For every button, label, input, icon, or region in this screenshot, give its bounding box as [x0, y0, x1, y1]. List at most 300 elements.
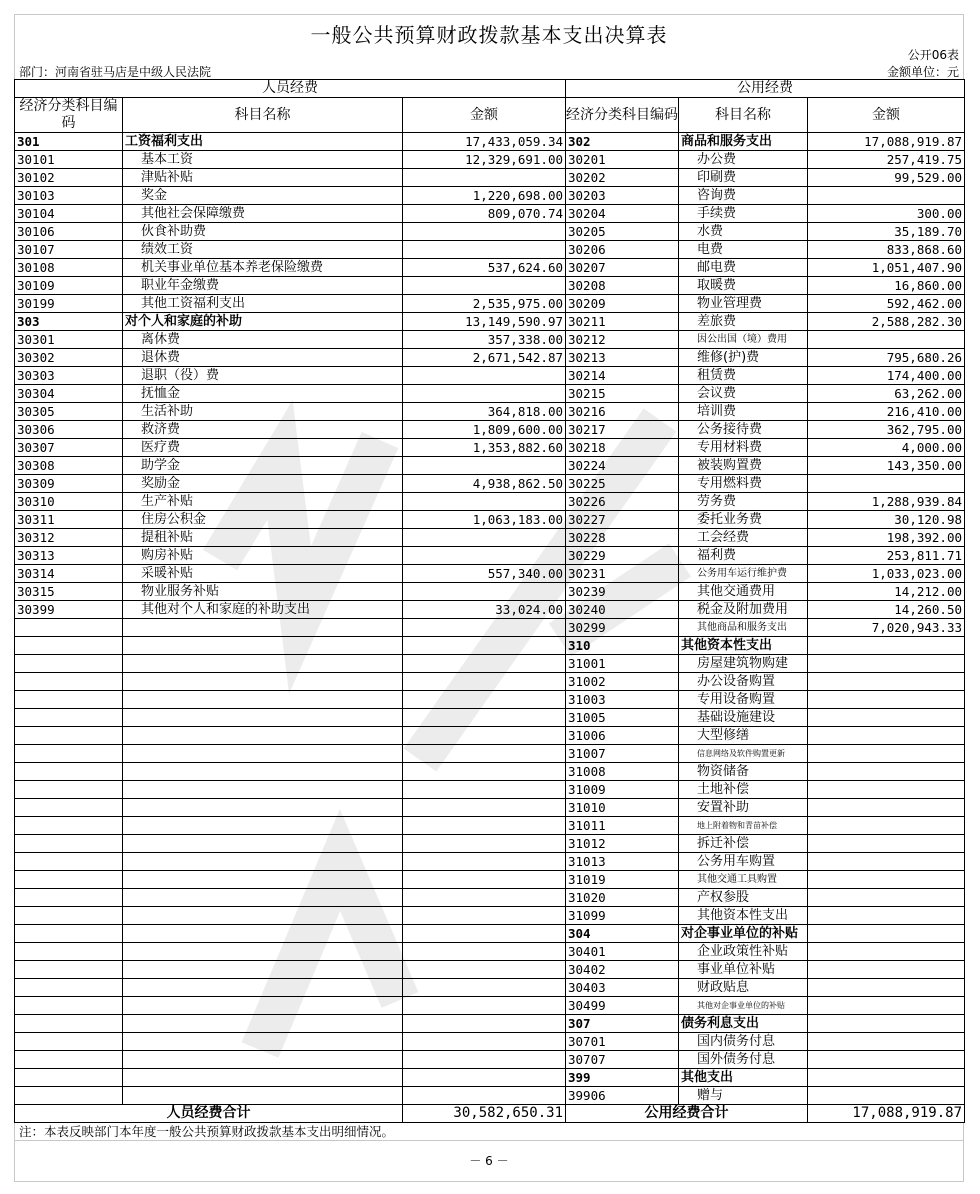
table-row	[15, 1087, 965, 1105]
empty-cell	[403, 979, 566, 997]
public-amount-cell	[808, 817, 965, 835]
personnel-code-cell: 30305	[15, 403, 123, 421]
public-code-cell: 30217	[566, 421, 679, 439]
empty-cell	[123, 835, 403, 853]
empty-cell	[15, 997, 123, 1015]
public-code-cell: 30216	[566, 403, 679, 421]
personnel-amount-cell: 1,063,183.00	[403, 511, 566, 529]
table-row	[15, 727, 965, 745]
empty-cell	[15, 727, 123, 745]
empty-cell	[123, 817, 403, 835]
public-total-amount: 17,088,919.87	[808, 1105, 965, 1123]
personnel-amount-cell	[403, 277, 566, 295]
public-amount-cell	[808, 331, 965, 349]
empty-cell	[123, 979, 403, 997]
table-row	[15, 133, 965, 151]
personnel-code-cell: 301	[15, 133, 123, 151]
empty-cell	[15, 853, 123, 871]
public-amount-cell	[808, 1015, 965, 1033]
public-amount-cell	[808, 745, 965, 763]
empty-cell	[15, 745, 123, 763]
public-amount-cell	[808, 781, 965, 799]
table-row	[15, 745, 965, 763]
public-amount-cell	[808, 709, 965, 727]
table-row	[15, 493, 965, 511]
public-amount-cell	[808, 187, 965, 205]
table-row	[15, 961, 965, 979]
personnel-code-cell: 30107	[15, 241, 123, 259]
personnel-amount-cell: 17,433,059.34	[403, 133, 566, 151]
empty-cell	[403, 835, 566, 853]
public-code-cell: 30203	[566, 187, 679, 205]
public-name-cell: 其他支出	[679, 1069, 808, 1087]
table-row	[15, 1051, 965, 1069]
public-code-cell: 31006	[566, 727, 679, 745]
public-code-cell: 31010	[566, 799, 679, 817]
personnel-amount-cell: 33,024.00	[403, 601, 566, 619]
personnel-amount-cell	[403, 493, 566, 511]
empty-cell	[403, 925, 566, 943]
personnel-amount-cell: 364,818.00	[403, 403, 566, 421]
empty-cell	[403, 781, 566, 799]
public-amount-cell	[808, 691, 965, 709]
public-code-cell: 30204	[566, 205, 679, 223]
public-code-cell: 30499	[566, 997, 679, 1015]
personnel-code-cell: 30314	[15, 565, 123, 583]
public-code-cell: 30208	[566, 277, 679, 295]
personnel-code-cell: 30309	[15, 475, 123, 493]
page-number: － 6 －	[469, 1154, 509, 1168]
personnel-name-cell: 住房公积金	[123, 511, 403, 529]
personnel-amount-cell	[403, 583, 566, 601]
table-row	[15, 169, 965, 187]
public-name-cell: 专用设备购置	[679, 691, 808, 709]
public-name-cell: 专用燃料费	[679, 475, 808, 493]
personnel-name-cell: 机关事业单位基本养老保险缴费	[123, 259, 403, 277]
empty-cell	[15, 961, 123, 979]
public-amount-cell	[808, 889, 965, 907]
public-amount-cell	[808, 907, 965, 925]
page-title: 一般公共预算财政拨款基本支出决算表	[310, 23, 668, 47]
public-amount-cell	[808, 763, 965, 781]
public-amount-cell: 2,588,282.30	[808, 313, 965, 331]
empty-cell	[403, 763, 566, 781]
personnel-name-cell: 工资福利支出	[123, 133, 403, 151]
empty-cell	[403, 889, 566, 907]
public-amount-cell: 143,350.00	[808, 457, 965, 475]
public-amount-cell: 99,529.00	[808, 169, 965, 187]
empty-cell	[123, 781, 403, 799]
empty-cell	[403, 961, 566, 979]
department-row	[14, 62, 964, 79]
section-personnel-header: 人员经费	[15, 80, 566, 98]
public-code-cell: 30227	[566, 511, 679, 529]
empty-cell	[403, 799, 566, 817]
public-name-cell: 因公出国（境）费用	[679, 331, 808, 349]
personnel-name-cell: 其他社会保障缴费	[123, 205, 403, 223]
table-row	[15, 637, 965, 655]
personnel-name-cell: 救济费	[123, 421, 403, 439]
personnel-amount-cell	[403, 241, 566, 259]
public-code-cell: 30213	[566, 349, 679, 367]
empty-cell	[15, 619, 123, 637]
public-amount-cell: 216,410.00	[808, 403, 965, 421]
empty-cell	[403, 673, 566, 691]
empty-cell	[15, 781, 123, 799]
public-code-cell: 30701	[566, 1033, 679, 1051]
empty-cell	[403, 817, 566, 835]
public-name-cell: 其他对企事业单位的补贴	[679, 997, 808, 1015]
empty-cell	[15, 835, 123, 853]
public-name-cell: 委托业务费	[679, 511, 808, 529]
personnel-name-cell: 奖金	[123, 187, 403, 205]
public-name-cell: 培训费	[679, 403, 808, 421]
personnel-name-cell: 对个人和家庭的补助	[123, 313, 403, 331]
empty-cell	[15, 1015, 123, 1033]
public-code-cell: 30209	[566, 295, 679, 313]
personnel-amount-cell	[403, 223, 566, 241]
col-header-code: 经济分类科目编码	[15, 98, 123, 133]
empty-cell	[403, 1033, 566, 1051]
personnel-code-cell: 30101	[15, 151, 123, 169]
public-name-cell: 手续费	[679, 205, 808, 223]
table-row	[15, 529, 965, 547]
table-row	[15, 799, 965, 817]
public-name-cell: 安置补助	[679, 799, 808, 817]
public-code-cell: 30226	[566, 493, 679, 511]
public-amount-cell	[808, 997, 965, 1015]
public-code-cell: 30205	[566, 223, 679, 241]
empty-cell	[123, 925, 403, 943]
personnel-name-cell: 奖励金	[123, 475, 403, 493]
public-amount-cell	[808, 925, 965, 943]
personnel-name-cell: 医疗费	[123, 439, 403, 457]
personnel-amount-cell	[403, 385, 566, 403]
public-name-cell: 其他资本性支出	[679, 907, 808, 925]
personnel-name-cell: 职业年金缴费	[123, 277, 403, 295]
personnel-amount-cell: 537,624.60	[403, 259, 566, 277]
public-name-cell: 基础设施建设	[679, 709, 808, 727]
personnel-amount-cell: 13,149,590.97	[403, 313, 566, 331]
empty-cell	[15, 907, 123, 925]
table-row	[15, 871, 965, 889]
public-amount-cell: 1,051,407.90	[808, 259, 965, 277]
public-code-cell: 31002	[566, 673, 679, 691]
public-name-cell: 会议费	[679, 385, 808, 403]
empty-cell	[15, 817, 123, 835]
personnel-amount-cell	[403, 529, 566, 547]
personnel-code-cell: 30308	[15, 457, 123, 475]
empty-cell	[123, 961, 403, 979]
public-amount-cell	[808, 727, 965, 745]
table-row	[15, 565, 965, 583]
empty-cell	[123, 763, 403, 781]
table-row	[15, 673, 965, 691]
title-row	[14, 14, 964, 45]
public-name-cell: 办公设备购置	[679, 673, 808, 691]
table-row	[15, 403, 965, 421]
public-code-cell: 30207	[566, 259, 679, 277]
empty-cell	[15, 889, 123, 907]
public-name-cell: 国内债务付息	[679, 1033, 808, 1051]
public-name-cell: 对企事业单位的补贴	[679, 925, 808, 943]
table-row	[15, 583, 965, 601]
personnel-code-cell: 30103	[15, 187, 123, 205]
personnel-amount-cell	[403, 457, 566, 475]
public-code-cell: 30215	[566, 385, 679, 403]
table-row	[15, 691, 965, 709]
public-name-cell: 公务接待费	[679, 421, 808, 439]
table-row	[15, 205, 965, 223]
personnel-name-cell: 离休费	[123, 331, 403, 349]
public-code-cell: 30240	[566, 601, 679, 619]
public-amount-cell	[808, 475, 965, 493]
personnel-code-cell: 30104	[15, 205, 123, 223]
public-code-cell: 310	[566, 637, 679, 655]
public-code-cell: 30201	[566, 151, 679, 169]
public-code-cell: 30402	[566, 961, 679, 979]
public-name-cell: 福利费	[679, 547, 808, 565]
public-amount-cell: 833,868.60	[808, 241, 965, 259]
public-name-cell: 公务用车运行维护费	[679, 565, 808, 583]
empty-cell	[123, 871, 403, 889]
public-code-cell: 30401	[566, 943, 679, 961]
public-amount-cell	[808, 835, 965, 853]
empty-cell	[403, 619, 566, 637]
table-row	[15, 781, 965, 799]
public-amount-cell: 795,680.26	[808, 349, 965, 367]
personnel-name-cell: 退职（役）费	[123, 367, 403, 385]
table-row	[15, 763, 965, 781]
personnel-name-cell: 提租补贴	[123, 529, 403, 547]
public-code-cell: 304	[566, 925, 679, 943]
empty-cell	[403, 1087, 566, 1105]
public-amount-cell	[808, 637, 965, 655]
empty-cell	[403, 1069, 566, 1087]
public-code-cell: 30224	[566, 457, 679, 475]
empty-cell	[123, 889, 403, 907]
empty-cell	[403, 943, 566, 961]
personnel-amount-cell	[403, 169, 566, 187]
empty-cell	[403, 853, 566, 871]
table-row	[15, 457, 965, 475]
public-amount-cell	[808, 853, 965, 871]
empty-cell	[403, 727, 566, 745]
public-name-cell: 劳务费	[679, 493, 808, 511]
personnel-code-cell: 30102	[15, 169, 123, 187]
personnel-name-cell: 购房补贴	[123, 547, 403, 565]
public-amount-cell	[808, 1069, 965, 1087]
public-code-cell: 39906	[566, 1087, 679, 1105]
personnel-name-cell: 津贴补贴	[123, 169, 403, 187]
table-row	[15, 385, 965, 403]
empty-cell	[123, 1069, 403, 1087]
public-code-cell: 30202	[566, 169, 679, 187]
personnel-total-label: 人员经费合计	[15, 1105, 403, 1123]
public-name-cell: 差旅费	[679, 313, 808, 331]
personnel-code-cell: 303	[15, 313, 123, 331]
table-row	[15, 511, 965, 529]
public-code-cell: 30239	[566, 583, 679, 601]
empty-cell	[123, 745, 403, 763]
table-row	[15, 853, 965, 871]
personnel-name-cell: 伙食补助费	[123, 223, 403, 241]
public-name-cell: 办公费	[679, 151, 808, 169]
public-name-cell: 工会经费	[679, 529, 808, 547]
public-name-cell: 咨询费	[679, 187, 808, 205]
table-row	[15, 223, 965, 241]
public-name-cell: 物业管理费	[679, 295, 808, 313]
budget-sheet	[14, 14, 964, 1182]
public-code-cell: 31005	[566, 709, 679, 727]
public-code-cell: 31013	[566, 853, 679, 871]
public-code-cell: 31012	[566, 835, 679, 853]
public-code-cell: 31001	[566, 655, 679, 673]
public-amount-cell	[808, 943, 965, 961]
public-name-cell: 其他交通费用	[679, 583, 808, 601]
public-name-cell: 财政贴息	[679, 979, 808, 997]
empty-cell	[15, 1087, 123, 1105]
public-total-label: 公用经费合计	[566, 1105, 808, 1123]
table-row	[15, 943, 965, 961]
col-header-name: 科目名称	[679, 98, 808, 133]
public-amount-cell: 198,392.00	[808, 529, 965, 547]
personnel-name-cell: 绩效工资	[123, 241, 403, 259]
table-row	[15, 277, 965, 295]
public-name-cell: 商品和服务支出	[679, 133, 808, 151]
empty-cell	[123, 655, 403, 673]
col-header-name: 科目名称	[123, 98, 403, 133]
empty-cell	[403, 1051, 566, 1069]
personnel-code-cell: 30312	[15, 529, 123, 547]
personnel-total-amount: 30,582,650.31	[403, 1105, 566, 1123]
public-name-cell: 维修(护)费	[679, 349, 808, 367]
table-row	[15, 475, 965, 493]
public-amount-cell	[808, 961, 965, 979]
personnel-amount-cell: 4,938,862.50	[403, 475, 566, 493]
empty-cell	[123, 853, 403, 871]
personnel-name-cell: 助学金	[123, 457, 403, 475]
col-header-amount: 金额	[403, 98, 566, 133]
empty-cell	[403, 871, 566, 889]
empty-cell	[403, 709, 566, 727]
empty-cell	[15, 925, 123, 943]
public-name-cell: 邮电费	[679, 259, 808, 277]
col-header-code: 经济分类科目编码	[566, 98, 679, 133]
public-amount-cell: 300.00	[808, 205, 965, 223]
public-amount-cell: 7,020,943.33	[808, 619, 965, 637]
public-code-cell: 30228	[566, 529, 679, 547]
public-code-cell: 30707	[566, 1051, 679, 1069]
empty-cell	[15, 799, 123, 817]
public-code-cell: 31008	[566, 763, 679, 781]
public-code-cell: 30218	[566, 439, 679, 457]
public-amount-cell	[808, 1033, 965, 1051]
table-row	[15, 889, 965, 907]
public-code-cell: 30214	[566, 367, 679, 385]
empty-cell	[15, 655, 123, 673]
personnel-code-cell: 30108	[15, 259, 123, 277]
public-amount-cell: 174,400.00	[808, 367, 965, 385]
empty-cell	[403, 637, 566, 655]
public-name-cell: 物资储备	[679, 763, 808, 781]
empty-cell	[403, 655, 566, 673]
empty-cell	[123, 799, 403, 817]
empty-cell	[403, 907, 566, 925]
table-row	[15, 817, 965, 835]
public-amount-cell	[808, 979, 965, 997]
public-name-cell: 企业政策性补贴	[679, 943, 808, 961]
public-amount-cell: 63,262.00	[808, 385, 965, 403]
personnel-amount-cell	[403, 547, 566, 565]
empty-cell	[123, 709, 403, 727]
public-amount-cell: 30,120.98	[808, 511, 965, 529]
personnel-name-cell: 物业服务补贴	[123, 583, 403, 601]
public-code-cell: 30299	[566, 619, 679, 637]
public-name-cell: 水费	[679, 223, 808, 241]
personnel-name-cell: 生活补助	[123, 403, 403, 421]
empty-cell	[15, 979, 123, 997]
public-name-cell: 土地补偿	[679, 781, 808, 799]
table-row	[15, 907, 965, 925]
empty-cell	[123, 1015, 403, 1033]
personnel-amount-cell: 1,353,882.60	[403, 439, 566, 457]
note: 注：本表反映部门本年度一般公共预算财政拨款基本支出明细情况。	[14, 1123, 964, 1140]
public-name-cell: 房屋建筑物购建	[679, 655, 808, 673]
table-row	[15, 601, 965, 619]
personnel-code-cell: 30302	[15, 349, 123, 367]
table-row	[15, 421, 965, 439]
public-code-cell: 307	[566, 1015, 679, 1033]
table-row	[15, 241, 965, 259]
public-code-cell: 30212	[566, 331, 679, 349]
public-amount-cell	[808, 1051, 965, 1069]
table-row	[15, 547, 965, 565]
table-row	[15, 979, 965, 997]
table-row	[15, 1069, 965, 1087]
public-amount-cell: 4,000.00	[808, 439, 965, 457]
personnel-code-cell: 30315	[15, 583, 123, 601]
public-amount-cell: 592,462.00	[808, 295, 965, 313]
empty-cell	[403, 997, 566, 1015]
empty-cell	[15, 1051, 123, 1069]
public-amount-cell	[808, 799, 965, 817]
personnel-name-cell: 抚恤金	[123, 385, 403, 403]
page-footer	[14, 1140, 964, 1182]
public-name-cell: 取暖费	[679, 277, 808, 295]
public-code-cell: 31009	[566, 781, 679, 799]
table-row	[15, 313, 965, 331]
personnel-name-cell: 生产补贴	[123, 493, 403, 511]
table-row	[15, 439, 965, 457]
public-code-cell: 30229	[566, 547, 679, 565]
personnel-code-cell: 30307	[15, 439, 123, 457]
public-name-cell: 税金及附加费用	[679, 601, 808, 619]
personnel-amount-cell: 1,220,698.00	[403, 187, 566, 205]
public-amount-cell: 253,811.71	[808, 547, 965, 565]
public-name-cell: 事业单位补贴	[679, 961, 808, 979]
col-header-amount: 金额	[808, 98, 965, 133]
expenditure-table	[14, 79, 965, 1123]
totals-row	[15, 1105, 965, 1123]
table-number-row	[14, 45, 964, 62]
empty-cell	[15, 1033, 123, 1051]
public-amount-cell	[808, 655, 965, 673]
table-row	[15, 1015, 965, 1033]
public-amount-cell: 14,260.50	[808, 601, 965, 619]
table-row	[15, 655, 965, 673]
department-label: 部门：河南省驻马店是中级人民法院	[19, 65, 212, 79]
